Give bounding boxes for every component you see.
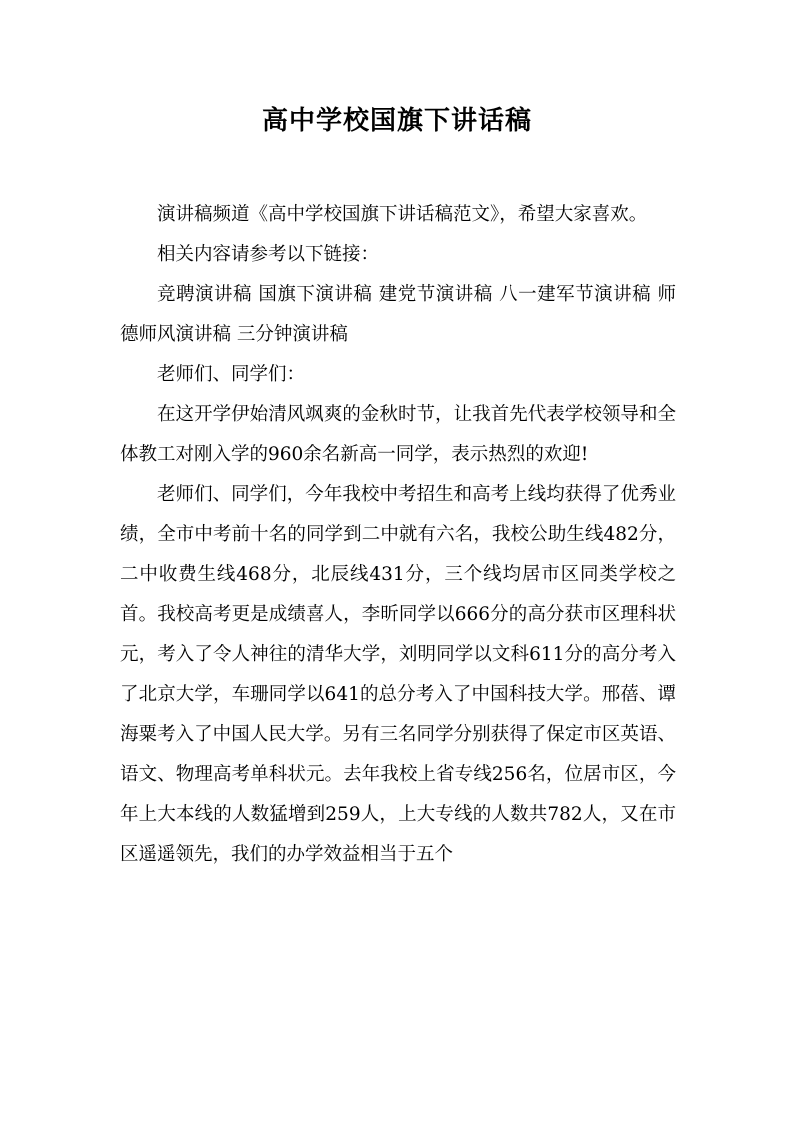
link-party-day-speech[interactable]: 建党节演讲稿 [378, 284, 493, 305]
document-title: 高中学校国旗下讲话稿 [261, 106, 532, 136]
document-body [120, 195, 676, 875]
intro-paragraph: 演讲稿频道《高中学校国旗下讲话稿范文》，希望大家喜欢。 [157, 204, 648, 225]
link-teacher-ethics-speech[interactable]: 师德师风演讲稿 [120, 284, 676, 345]
paragraph-welcome: 在这开学伊始清风飒爽的金秋时节，让我首先代表学校领导和全体教工对刚入学的960余名新高一同学，表示热烈的欢迎! [120, 404, 676, 465]
link-competition-speech[interactable]: 竞聘演讲稿 [157, 284, 252, 305]
link-three-minute-speech[interactable]: 三分钟演讲稿 [236, 324, 348, 345]
link-army-day-speech[interactable]: 八一建军节演讲稿 [499, 284, 652, 305]
related-links [120, 275, 676, 355]
link-flag-speech[interactable]: 国旗下演讲稿 [258, 284, 373, 305]
paragraph-achievements: 老师们、同学们，今年我校中考招生和高考上线均获得了优秀业绩，全市中考前十名的同学到二中就有六名，我校公助生线482分，二中收费生线468分，北辰线431分，三个线均居市区同类学校之首。我校高考更是成绩喜人，李昕同学以666分的高分获市区理科状元，考入了令人神往的清华大学，刘明同学以文科611分的高分考入了北京大学，车珊同学以641的总分考入了中国科技大学。邢蓓、谭海粟考入了中国人民大学。另有三名同学分别获得了保定市区英语、语文、物理高考单科状元。去年我校上省专线256名，位居市区，今年上大本线的人数猛增到259人，上大专线的人数共782人，又在市区遥遥领先，我们的办学效益相当于五个 [120, 484, 676, 865]
related-label: 相关内容请参考以下链接： [157, 244, 380, 265]
salutation: 老师们、同学们： [157, 364, 306, 385]
